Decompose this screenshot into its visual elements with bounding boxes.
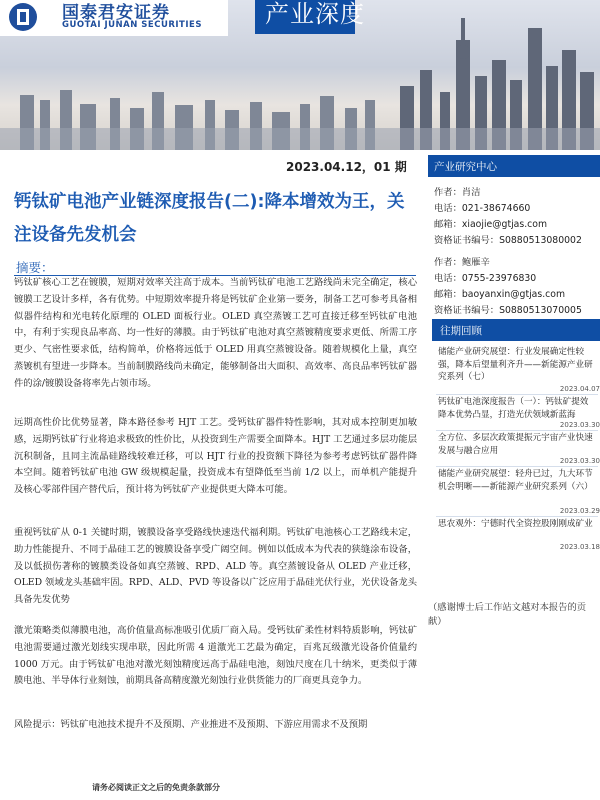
disclaimer-footer: 请务必阅读正文之后的免责条款部分: [92, 783, 220, 792]
summary-label: 摘要：: [16, 260, 54, 275]
related-report-date: 2023.03.30: [559, 457, 600, 465]
divider: [436, 516, 598, 517]
related-report-date: 2023.04.07: [559, 385, 600, 393]
analyst-1-cert: 资格证书编号：S0880513080002: [434, 235, 582, 246]
analyst-2-cert: 资格证书编号：S0880513070005: [434, 305, 582, 316]
acknowledgement-note: （感谢博士后工作站文越对本报告的贡献）: [428, 602, 587, 627]
analyst-2-phone: 电话：0755-23976830: [434, 273, 537, 284]
gtja-logo-icon: [8, 2, 38, 32]
divider: [436, 466, 598, 467]
analyst-1-email[interactable]: 邮箱：xiaojie@gtjas.com: [434, 219, 548, 230]
report-date-issue: 2023.04.12，01 期: [286, 160, 407, 174]
divider: [436, 394, 598, 395]
analyst-1-author: 作者：肖洁: [434, 187, 481, 198]
related-report-date: 2023.03.29: [559, 507, 600, 515]
summary-paragraph: 钙钛矿核心工艺在镀膜，短期对效率关注高于成本。当前钙钛矿电池工艺路线尚未完全确定，核心镀膜工艺设计多样，各有优势。中短期效率提升将是钙钛矿企业第一要务，制备工艺可参考具备相似器件结构和光电转化原理的 OLED 面板行业。OLED 真空蒸镀工艺可直接迁移至钙钛矿电池中，有利于实现良品率高、均一性好的薄膜。由于钙钛矿电池对真空蒸镀精度要求更低、所需工序更少、气密性要求低，结构简单，价格将远低于 OLED 用真空蒸镀设备。随着规模化上量，真空蒸镀机有望进一步降本。当前制膜路线尚未确定，能够制备出大面积、高效率、高良品率钙钛矿器件的涂/镀膜设备将率先占领市场。: [14, 277, 417, 389]
sidebar-center-title: 产业研究中心: [434, 161, 497, 173]
related-report-date: 2023.03.30: [559, 421, 600, 429]
header-banner: [0, 0, 600, 150]
analyst-1-phone: 电话：021-38674660: [434, 203, 531, 214]
related-report-title[interactable]: 钙钛矿电池深度报告（一）：钙钛矿提效降本优势凸显，打造光伏领域新蓝海: [438, 397, 589, 420]
related-report-title[interactable]: 思农观外：宁德时代全资控股刚刚成矿业: [438, 519, 593, 529]
related-report-title[interactable]: 储能产业研究展望：行业发展确定性较强，降本后望量利齐升——新能源产业研究系列（七）: [438, 347, 593, 382]
summary-paragraph: 激光策略类似薄膜电池，高价值量高标准吸引优质厂商入局。受钙钛矿柔性材料特质影响，钙钛矿电池需要通过激光划线实现串联，因此所需 4 道激光工艺最为确定，百兆瓦级激光设备价值量约 1000 万元。由于钙钛矿电池对激光刻蚀精度远高于晶硅电池，刻蚀尺度在几十纳米，更类似于薄膜电池、半导体行业刻蚀，前期具备高精度激光刻蚀行业供货能力的厂商更具竞争力。: [14, 625, 417, 687]
summary-paragraph: 重视钙钛矿从 0-1 关键时期，镀膜设备享受路线快速迭代福利期。钙钛矿电池核心工艺路线未定，助力性能提升、不同于晶硅工艺的镀膜设备享受广阔空间。例如以低成本为代表的狭缝涂布设备，及以低损伤著称的镀膜类设备如真空蒸镀、RPD、ALD 等。真空蒸镀设备从 OLED 产业迁移，OLED 领域龙头基础牢固。RPD、ALD、PVD 等设备以广泛应用于晶硅光伏行业，光伏设备龙头具备先发优势: [14, 527, 417, 606]
related-report-title[interactable]: 储能产业研究展望：轻舟已过，九大环节机会明晰——新能源产业研究系列（六）: [438, 469, 593, 492]
related-report-title[interactable]: 全方位、多层次政策提振元宇宙产业快速发展与融合应用: [438, 433, 593, 456]
divider: [436, 430, 598, 431]
related-report-date: 2023.03.18: [559, 543, 600, 551]
related-reports-title: 往期回顾: [440, 325, 482, 337]
company-name-en: GUOTAI JUNAN SECURITIES: [62, 20, 202, 30]
company-name-cn: 国泰君安证券: [62, 3, 170, 23]
analyst-2-email[interactable]: 邮箱：baoyanxin@gtjas.com: [434, 289, 566, 300]
risk-warning: 风险提示：钙钛矿电池技术提升不及预期、产业推进不及预期、下游应用需求不及预期: [14, 719, 368, 730]
summary-paragraph: 远期高性价比优势显著，降本路径参考 HJT 工艺。受钙钛矿器件特性影响，其对成本控制更加敏感，远期钙钛矿行业将追求极致的性价比，从投资到生产需要全面降本。HJT 工艺通过多层功能层沉积制备，且同主流晶硅路线较难迁移，可以 HJT 行业的投资额下降径为参考考虑钙钛矿器件降本空间。随着钙钛矿电池 GW 级规模起量，投资成本有望降低至当前 1/2 以上，而单机产能提升及核心零部件国产替代后，预计将为钙钛矿产业提供更大降本可能。: [14, 417, 417, 496]
report-type-label: 产业深度: [265, 0, 365, 28]
report-title: 钙钛矿电池产业链深度报告(二):降本增效为王，关注设备先发机会: [14, 192, 405, 245]
analyst-2-author: 作者：鲍雁辛: [434, 257, 490, 268]
